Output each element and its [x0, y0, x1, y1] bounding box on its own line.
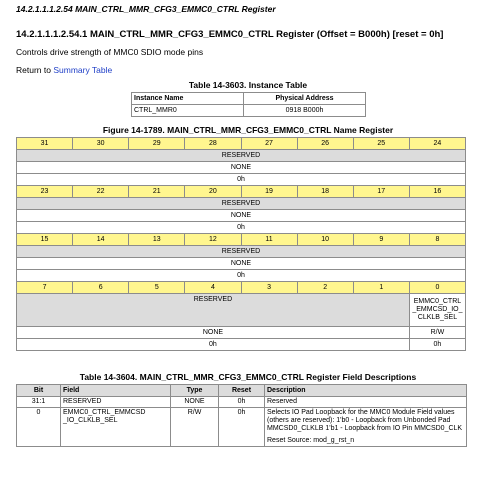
bit-number: 29 — [129, 138, 185, 150]
register-figure-caption: Figure 14-1789. MAIN_CTRL_MMR_CFG3_EMMC0_CTRL Name Register — [102, 125, 394, 135]
bit-number: 4 — [185, 282, 241, 294]
bit-number: 19 — [241, 186, 297, 198]
bit-number: 12 — [185, 234, 241, 246]
field-table-caption: Table 14-3604. MAIN_CTRL_MMR_CFG3_EMMC0_CTRL Register Field Descriptions — [79, 372, 417, 382]
section-heading: 14.2.1.1.1.2.54 MAIN_CTRL_MMR_CFG3_EMMC0_CTRL Register — [16, 4, 276, 14]
reset-cell: 0h — [219, 408, 265, 447]
bit-number: 18 — [297, 186, 353, 198]
bit-number: 26 — [297, 138, 353, 150]
field-cell: RESERVED — [61, 397, 171, 408]
bit-number: 23 — [17, 186, 73, 198]
bit-number: 0 — [409, 282, 465, 294]
bit-number: 5 — [129, 282, 185, 294]
bit-number: 22 — [73, 186, 129, 198]
field-type-cell: NONE — [17, 162, 466, 174]
description-cell — [265, 408, 467, 447]
field-name-cell: RESERVED — [17, 294, 410, 327]
field-type-cell: NONE — [17, 258, 466, 270]
bit-number: 1 — [353, 282, 409, 294]
type-cell: NONE — [171, 397, 219, 408]
reset-source-text: Reset Source: mod_g_rst_n — [267, 437, 355, 444]
physical-address-header: Physical Address — [244, 93, 366, 105]
field-name-cell: RESERVED — [17, 198, 466, 210]
description-cell: Reserved — [265, 397, 467, 408]
summary-table-link[interactable]: Summary Table — [53, 65, 113, 75]
bit-cell: 31:1 — [17, 397, 61, 408]
bit-number: 28 — [185, 138, 241, 150]
bit-number: 10 — [297, 234, 353, 246]
emmc-reset-cell: 0h — [409, 339, 465, 351]
return-prefix: Return to — [16, 65, 51, 75]
field-name-cell: RESERVED — [17, 150, 466, 162]
instance-name-header: Instance Name — [132, 93, 244, 105]
bit-number: 3 — [241, 282, 297, 294]
return-line — [16, 65, 112, 75]
bit-column-header: Bit — [17, 385, 61, 397]
bit-number: 9 — [353, 234, 409, 246]
table-row — [17, 408, 467, 447]
bit-number: 11 — [241, 234, 297, 246]
bit-number: 21 — [129, 186, 185, 198]
field-reset-cell: 0h — [17, 270, 466, 282]
emmc-clklb-field-cell: EMMC0_CTRL _EMMCSD_IO_ CLKLB_SEL — [409, 294, 465, 327]
bit-cell: 0 — [17, 408, 61, 447]
description-text: Selects IO Pad Loopback for the MMC0 Module Field values (others are reserved): 1'b0 - Loopback from Unbonded Pad MMCSD0_CLKLB 1'b1 - Loopback from IO Pin MMCSD0_CLK — [267, 409, 463, 432]
reset-cell: 0h — [219, 397, 265, 408]
bit-number: 25 — [353, 138, 409, 150]
field-description-table — [16, 384, 467, 447]
bit-number: 17 — [353, 186, 409, 198]
description-column-header: Description — [265, 385, 467, 397]
bit-number: 15 — [17, 234, 73, 246]
bit-number: 14 — [73, 234, 129, 246]
instance-name-cell: CTRL_MMR0 — [132, 105, 244, 117]
physical-address-cell: 0918 B000h — [244, 105, 366, 117]
bit-number: 8 — [409, 234, 465, 246]
bit-number: 6 — [73, 282, 129, 294]
type-column-header: Type — [171, 385, 219, 397]
field-reset-cell: 0h — [17, 339, 410, 351]
bit-number: 20 — [185, 186, 241, 198]
table-row — [17, 397, 467, 408]
bit-number: 31 — [17, 138, 73, 150]
instance-table-caption: Table 14-3603. Instance Table — [188, 80, 308, 90]
emmc-type-cell: R/W — [409, 327, 465, 339]
bit-number: 30 — [73, 138, 129, 150]
field-column-header: Field — [61, 385, 171, 397]
register-heading: 14.2.1.1.1.2.54.1 MAIN_CTRL_MMR_CFG3_EMMC0_CTRL Register (Offset = B000h) [reset = 0h] — [16, 29, 444, 40]
field-reset-cell: 0h — [17, 222, 466, 234]
bit-number: 27 — [241, 138, 297, 150]
type-cell: R/W — [171, 408, 219, 447]
field-reset-cell: 0h — [17, 174, 466, 186]
bit-number: 16 — [409, 186, 465, 198]
field-type-cell: NONE — [17, 210, 466, 222]
instance-table — [131, 92, 366, 117]
bit-number: 24 — [409, 138, 465, 150]
bit-number: 13 — [129, 234, 185, 246]
bit-number: 2 — [297, 282, 353, 294]
register-description: Controls drive strength of MMC0 SDIO mode pins — [16, 47, 204, 57]
field-name-cell: RESERVED — [17, 246, 466, 258]
register-bit-map — [16, 137, 466, 351]
field-type-cell: NONE — [17, 327, 410, 339]
reset-column-header: Reset — [219, 385, 265, 397]
bit-number: 7 — [17, 282, 73, 294]
field-cell: EMMC0_CTRL_EMMCSD _IO_CLKLB_SEL — [61, 408, 171, 447]
